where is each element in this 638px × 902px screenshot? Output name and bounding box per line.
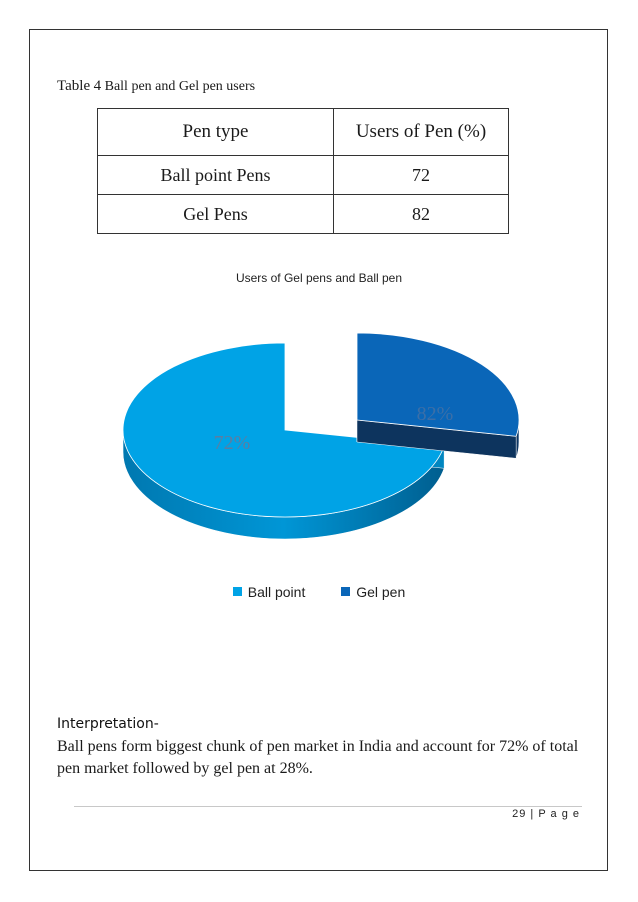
table-header-cell: Pen type — [98, 109, 334, 156]
data-label-gel-pen: 82% — [416, 403, 454, 425]
interpretation-text: Ball pens form biggest chunk of pen market in India and account for 72% of total pen market followed by gel pen at 28%. — [57, 738, 579, 777]
caption-number: 4 — [93, 78, 102, 94]
interpretation-heading: Interpretation- — [57, 716, 159, 732]
table-cell: Ball point Pens — [98, 156, 334, 195]
data-label-ball-point: 72% — [213, 432, 251, 454]
table-cell: Gel Pens — [98, 195, 334, 234]
chart-legend — [0, 584, 638, 600]
caption-text: Ball pen and Gel pen users — [104, 79, 256, 94]
legend-item — [341, 584, 405, 600]
table-cell: 72 — [334, 156, 509, 195]
chart-title: Users of Gel pens and Ball pen — [235, 271, 403, 285]
page-label: P a g e — [538, 808, 580, 820]
legend-swatch-gel — [341, 587, 350, 596]
legend-label: Ball point — [247, 584, 306, 600]
footer-separator: | — [530, 808, 535, 820]
legend-label: Gel pen — [356, 584, 406, 600]
table-header-cell: Users of Pen (%) — [334, 109, 509, 156]
legend-item — [233, 584, 306, 600]
page-number: 29 — [512, 808, 527, 820]
slice-gel-pen — [357, 333, 519, 458]
page-footer — [512, 808, 580, 820]
caption-prefix: Table — [57, 78, 91, 94]
footer-divider — [74, 806, 582, 807]
legend-swatch-ball — [233, 587, 242, 596]
table-cell: 82 — [334, 195, 509, 234]
